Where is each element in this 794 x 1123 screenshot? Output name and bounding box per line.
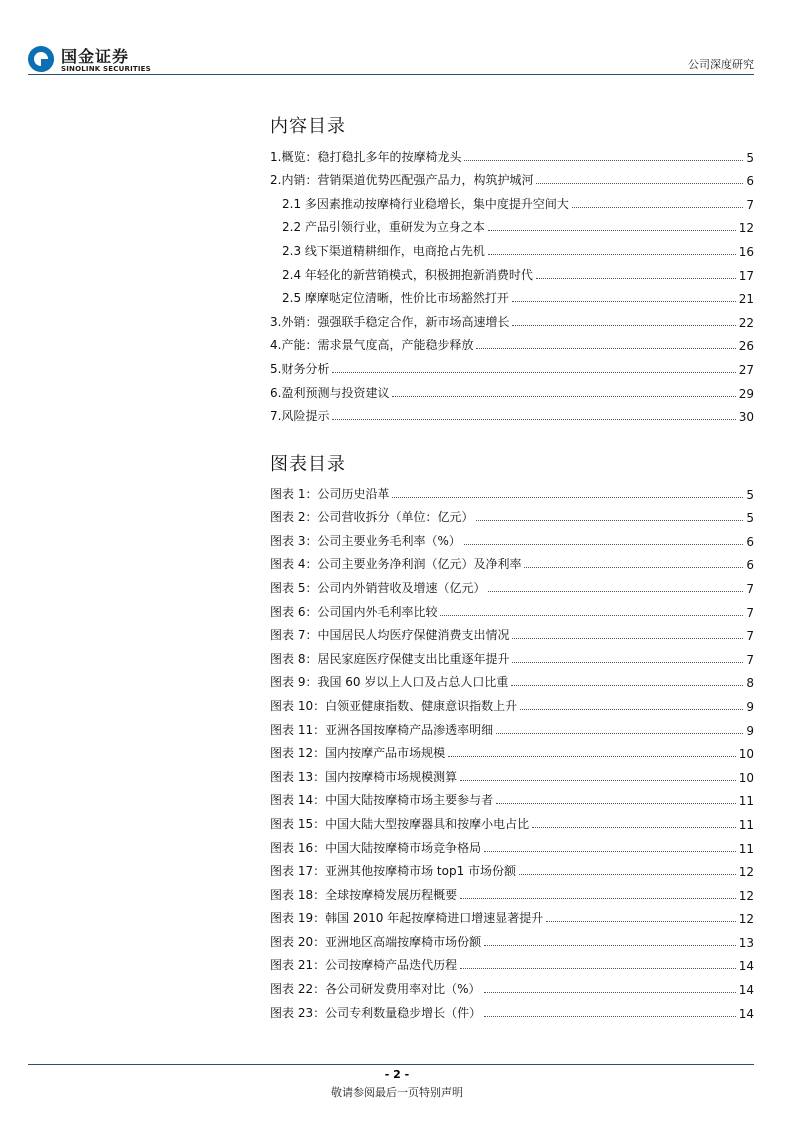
figures-list — [270, 478, 754, 1021]
figure-entry-page: 7 — [746, 605, 754, 620]
figure-entry-page: 9 — [746, 699, 754, 714]
figure-entry-page: 5 — [746, 487, 754, 502]
contents-entry-label: 5.财务分析 — [270, 361, 330, 376]
contents-entry-label: 2.1 多因素推动按摩椅行业稳增长，集中度提升空间大 — [282, 196, 569, 211]
contents-entry[interactable] — [270, 212, 754, 236]
contents-entry-label: 3.外销：强强联手稳定合作，新市场高速增长 — [270, 314, 510, 329]
dot-leader — [546, 921, 735, 922]
figure-entry-page: 11 — [738, 841, 754, 856]
figure-entry-page: 13 — [738, 935, 754, 950]
figure-entry-label: 图表 15：中国大陆大型按摩器具和按摩小电占比 — [270, 816, 530, 831]
figure-entry[interactable] — [270, 808, 754, 832]
dot-leader — [524, 567, 743, 568]
figure-entry-page: 9 — [746, 723, 754, 738]
dot-leader — [520, 709, 743, 710]
figure-entry-page: 7 — [746, 652, 754, 667]
dot-leader — [460, 968, 736, 969]
contents-entry[interactable] — [270, 165, 754, 189]
footer-divider — [28, 1064, 754, 1065]
figure-entry[interactable] — [270, 525, 754, 549]
company-logo — [28, 44, 151, 76]
contents-entry-label: 2.5 摩摩哒定位清晰，性价比市场豁然打开 — [282, 291, 509, 306]
contents-entry-page: 17 — [738, 268, 754, 283]
contents-entry-page: 30 — [738, 410, 754, 425]
figure-entry-page: 11 — [738, 794, 754, 809]
figure-entry-label: 图表 14：中国大陆按摩椅市场主要参与者 — [270, 793, 494, 808]
contents-entry-page: 27 — [738, 362, 754, 377]
dot-leader — [496, 733, 743, 734]
figure-entry-page: 12 — [738, 888, 754, 903]
figure-entry[interactable] — [270, 478, 754, 502]
contents-entry-label: 6.盈利预测与投资建议 — [270, 385, 390, 400]
dot-leader — [488, 254, 736, 255]
contents-entry[interactable] — [270, 306, 754, 330]
figure-entry-page: 10 — [738, 770, 754, 785]
dot-leader — [532, 827, 736, 828]
contents-entry[interactable] — [270, 188, 754, 212]
figure-entry[interactable] — [270, 950, 754, 974]
dot-leader — [512, 662, 743, 663]
figure-entry-label: 图表 3：公司主要业务毛利率（%） — [270, 533, 461, 548]
logo-chinese-name: 国金证券 — [61, 47, 130, 66]
dot-leader — [511, 685, 743, 686]
figure-entry-label: 图表 9：我国 60 岁以上人口及占总人口比重 — [270, 675, 509, 690]
figure-entry-label: 图表 6：公司国内外毛利率比较 — [270, 604, 438, 619]
logo-english-name: SINOLINK SECURITIES — [61, 65, 151, 73]
contents-entry[interactable] — [270, 401, 754, 425]
figure-entry[interactable] — [270, 667, 754, 691]
figure-entry-label: 图表 1：公司历史沿革 — [270, 486, 390, 501]
figure-entry-label: 图表 17：亚洲其他按摩椅市场 top1 市场份额 — [270, 864, 517, 879]
figure-entry[interactable] — [270, 832, 754, 856]
contents-entry-page: 12 — [738, 221, 754, 236]
page-header — [0, 0, 794, 80]
dot-leader — [536, 278, 736, 279]
contents-entry[interactable] — [270, 377, 754, 401]
contents-entry-page: 26 — [738, 339, 754, 354]
dot-leader — [512, 301, 736, 302]
contents-list — [270, 141, 754, 424]
figure-entry[interactable] — [270, 856, 754, 880]
figure-entry[interactable] — [270, 620, 754, 644]
figure-entry-page: 11 — [738, 817, 754, 832]
dot-leader — [536, 183, 743, 184]
contents-entry[interactable] — [270, 330, 754, 354]
contents-entry[interactable] — [270, 259, 754, 283]
dot-leader — [476, 348, 735, 349]
contents-entry-page: 16 — [738, 244, 754, 259]
dot-leader — [488, 230, 736, 231]
dot-leader — [476, 520, 743, 521]
figure-entry-label: 图表 23：公司专利数量稳步增长（件） — [270, 1005, 482, 1020]
dot-leader — [488, 591, 743, 592]
dot-leader — [484, 851, 736, 852]
contents-entry-page: 6 — [746, 174, 754, 189]
figure-entry-page: 14 — [738, 959, 754, 974]
figure-entry-page: 14 — [738, 1006, 754, 1021]
figure-entry-page: 10 — [738, 747, 754, 762]
figure-entry[interactable] — [270, 738, 754, 762]
contents-entry-label: 2.4 年轻化的新营销模式，积极拥抱新消费时代 — [282, 267, 533, 282]
figure-entry[interactable] — [270, 643, 754, 667]
contents-entry-label: 2.3 线下渠道精耕细作，电商抢占先机 — [282, 243, 485, 258]
dot-leader — [460, 898, 736, 899]
contents-entry[interactable] — [270, 141, 754, 165]
dot-leader — [484, 1016, 736, 1017]
figure-entry-label: 图表 10：白领亚健康指数、健康意识指数上升 — [270, 698, 518, 713]
figure-entry-label: 图表 4：公司主要业务净利润（亿元）及净利率 — [270, 557, 522, 572]
figure-entry-page: 12 — [738, 865, 754, 880]
figure-entry-page: 5 — [746, 511, 754, 526]
figure-entry-label: 图表 19：韩国 2010 年起按摩椅进口增速显著提升 — [270, 911, 544, 926]
dot-leader — [464, 544, 744, 545]
report-type: 公司深度研究 — [688, 58, 754, 71]
figure-entry[interactable] — [270, 903, 754, 927]
figure-entry-label: 图表 8：居民家庭医疗保健支出比重逐年提升 — [270, 651, 510, 666]
contents-entry-page: 21 — [738, 292, 754, 307]
dot-leader — [392, 497, 743, 498]
figure-entry-label: 图表 16：中国大陆按摩椅市场竞争格局 — [270, 840, 482, 855]
figure-entry-label: 图表 18：全球按摩椅发展历程概要 — [270, 887, 458, 902]
dot-leader — [512, 638, 743, 639]
page-number: - 2 - — [384, 1068, 410, 1081]
contents-entry-page: 7 — [746, 197, 754, 212]
figure-entry-page: 12 — [738, 912, 754, 927]
contents-entry-label: 2.2 产品引领行业，重研发为立身之本 — [282, 220, 485, 235]
figure-entry-label: 图表 12：国内按摩产品市场规模 — [270, 746, 446, 761]
dot-leader — [464, 160, 743, 161]
figure-entry-label: 图表 2：公司营收拆分（单位：亿元） — [270, 510, 474, 525]
dot-leader — [332, 372, 735, 373]
figure-entry-page: 7 — [746, 581, 754, 596]
figure-entry[interactable] — [270, 761, 754, 785]
dot-leader — [496, 803, 736, 804]
figure-entry-page: 6 — [746, 534, 754, 549]
disclaimer: 敬请参阅最后一页特别声明 — [331, 1086, 463, 1099]
figure-entry-page: 7 — [746, 629, 754, 644]
dot-leader — [440, 615, 743, 616]
figure-entry-label: 图表 5：公司内外销营收及增速（亿元） — [270, 580, 486, 595]
dot-leader — [448, 756, 736, 757]
figure-entry[interactable] — [270, 879, 754, 903]
figure-entry[interactable] — [270, 785, 754, 809]
contents-entry-page: 5 — [746, 150, 754, 165]
contents-entry-label: 4.产能：需求景气度高，产能稳步释放 — [270, 338, 474, 353]
header-divider — [28, 74, 754, 75]
dot-leader — [332, 419, 735, 420]
figure-entry[interactable] — [270, 690, 754, 714]
contents-entry-label: 7.风险提示 — [270, 409, 330, 424]
contents-entry-label: 1.概览：稳打稳扎多年的按摩椅龙头 — [270, 149, 462, 164]
figure-entry[interactable] — [270, 714, 754, 738]
contents-entry[interactable] — [270, 283, 754, 307]
figure-entry-label: 图表 22：各公司研发费用率对比（%） — [270, 982, 481, 997]
contents-entry-page: 22 — [738, 315, 754, 330]
figure-entry[interactable] — [270, 973, 754, 997]
figure-entry[interactable] — [270, 549, 754, 573]
contents-entry-label: 2.内销：营销渠道优势匹配强产品力，构筑护城河 — [270, 173, 534, 188]
figures-title: 图表目录 — [270, 454, 346, 475]
dot-leader — [572, 207, 743, 208]
contents-entry[interactable] — [270, 353, 754, 377]
contents-title: 内容目录 — [270, 116, 346, 137]
figure-entry-label: 图表 20：亚洲地区高端按摩椅市场份额 — [270, 934, 482, 949]
dot-leader — [392, 396, 735, 397]
figure-entry[interactable] — [270, 997, 754, 1021]
figure-entry-label: 图表 11：亚洲各国按摩椅产品渗透率明细 — [270, 722, 494, 737]
contents-entry[interactable] — [270, 235, 754, 259]
figure-entry-label: 图表 13：国内按摩椅市场规模测算 — [270, 769, 458, 784]
dot-leader — [519, 874, 736, 875]
figure-entry[interactable] — [270, 596, 754, 620]
dot-leader — [460, 780, 736, 781]
dot-leader — [484, 992, 736, 993]
figure-entry-label: 图表 21：公司按摩椅产品迭代历程 — [270, 958, 458, 973]
figure-entry-page: 6 — [746, 558, 754, 573]
dot-leader — [512, 325, 735, 326]
figure-entry[interactable] — [270, 502, 754, 526]
figure-entry-page: 8 — [746, 676, 754, 691]
figure-entry-label: 图表 7：中国居民人均医疗保健消费支出情况 — [270, 628, 510, 643]
dot-leader — [484, 945, 736, 946]
figure-entry[interactable] — [270, 926, 754, 950]
figure-entry[interactable] — [270, 572, 754, 596]
sinolink-logo-icon — [28, 46, 54, 72]
figure-entry-page: 14 — [738, 983, 754, 998]
contents-entry-page: 29 — [738, 386, 754, 401]
